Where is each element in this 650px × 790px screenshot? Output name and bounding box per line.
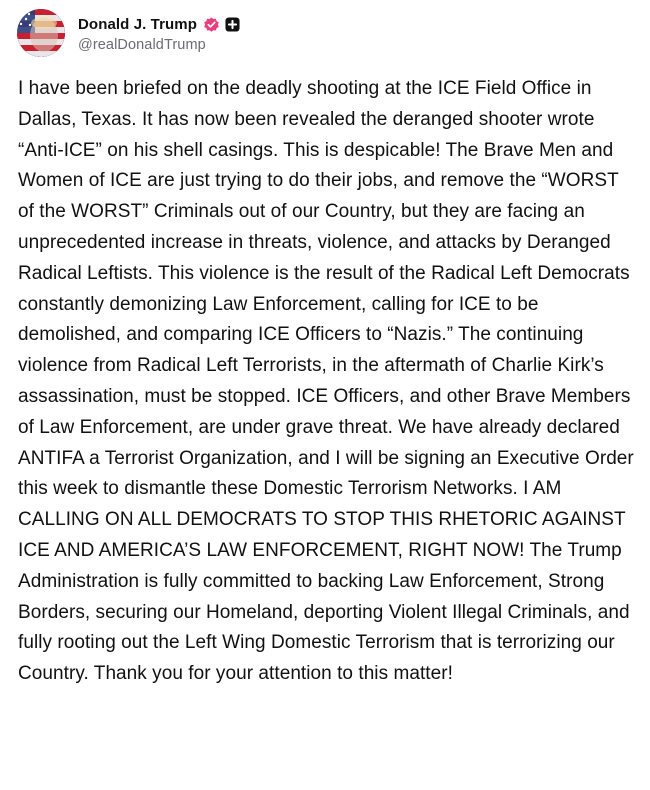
avatar-image — [17, 9, 65, 57]
author-handle[interactable]: @realDonaldTrump — [78, 37, 206, 53]
profile-avatar[interactable] — [17, 9, 65, 57]
author-identity — [78, 13, 240, 53]
author-name-row — [78, 13, 240, 35]
author-display-name[interactable]: Donald J. Trump — [78, 15, 198, 33]
verified-check-icon — [203, 16, 220, 33]
post-body-text: I have been briefed on the deadly shooting at the ICE Field Office in Dallas, Texas. It has now been revealed the deranged shooter wrote “Anti-ICE” on his shell casings. This is despicable! The Brave Men and Women of ICE are just trying to do their jobs, and remove the “WORST of the WORST” Criminals out of our Country, but they are facing an unprecedented increase in threats, violence, and attacks by Deranged Radical Leftists. This violence is the result of the Radical Left Democrats constantly demonizing Law Enforcement, calling for ICE to be demolished, and comparing ICE Officers to “Nazis.” The continuing violence from Radical Left Terrorists, in the aftermath of Charlie Kirk’s assassination, must be stopped. ICE Officers, and other Brave Members of Law Enforcement, are under grave threat. We have already declared ANTIFA a Terrorist Organization, and I will be signing an Executive Order this week to dismantle these Domestic Terrorism Networks. I AM CALLING ON ALL DEMOCRATS TO STOP THIS RHETORIC AGAINST ICE AND AMERICA’S LAW ENFORCEMENT, RIGHT NOW! The Trump Administration is fully committed to backing Law Enforcement, Strong Borders, securing our Homeland, deporting Violent Illegal Criminals, and fully rooting out the Left Wing Domestic Terrorism that is terrorizing our Country. Thank you for your attention to this matter! — [18, 78, 634, 685]
plus-badge-icon — [225, 17, 240, 32]
post-header — [17, 9, 240, 57]
